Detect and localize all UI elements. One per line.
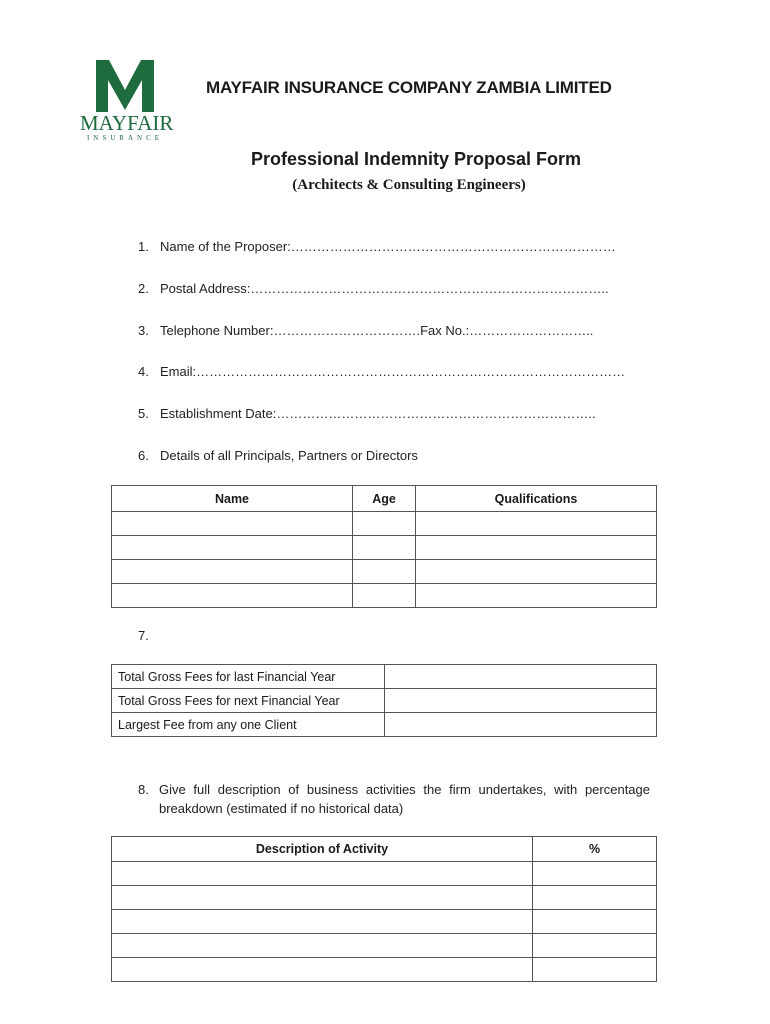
description-cell[interactable] <box>112 934 533 958</box>
question-email[interactable] <box>138 364 625 379</box>
name-cell[interactable] <box>112 584 353 608</box>
column-header-percent: % <box>533 837 657 862</box>
question-number: 5. <box>138 406 149 421</box>
column-header-description: Description of Activity <box>112 837 533 862</box>
percent-cell[interactable] <box>533 910 657 934</box>
description-cell[interactable] <box>112 958 533 982</box>
table-row <box>112 886 657 910</box>
name-cell[interactable] <box>112 560 353 584</box>
question-telephone-fax[interactable] <box>138 323 593 338</box>
table-row <box>112 560 657 584</box>
question-text: Name of the Proposer:………………………………………………………………… <box>160 239 616 254</box>
percent-cell[interactable] <box>533 862 657 886</box>
question-business-activities <box>138 780 650 818</box>
qualifications-cell[interactable] <box>416 536 657 560</box>
percent-cell[interactable] <box>533 958 657 982</box>
description-cell[interactable] <box>112 886 533 910</box>
column-header-name: Name <box>112 486 353 512</box>
qualifications-cell[interactable] <box>416 584 657 608</box>
fee-value-cell[interactable] <box>385 665 657 689</box>
fee-label: Total Gross Fees for last Financial Year <box>112 665 385 689</box>
table-row <box>112 665 657 689</box>
table-header-row <box>112 486 657 512</box>
question-number: 1. <box>138 239 149 254</box>
qualifications-cell[interactable] <box>416 560 657 584</box>
question-postal-address[interactable] <box>138 281 609 296</box>
question-proposer-name[interactable] <box>138 239 616 254</box>
fee-value-cell[interactable] <box>385 713 657 737</box>
name-cell[interactable] <box>112 536 353 560</box>
description-cell[interactable] <box>112 862 533 886</box>
fee-label: Total Gross Fees for next Financial Year <box>112 689 385 713</box>
table-row <box>112 862 657 886</box>
table-row <box>112 689 657 713</box>
table-row <box>112 512 657 536</box>
table-header-row <box>112 837 657 862</box>
table-row <box>112 713 657 737</box>
fees-table <box>111 664 657 737</box>
fee-label: Largest Fee from any one Client <box>112 713 385 737</box>
table-row <box>112 584 657 608</box>
description-cell[interactable] <box>112 910 533 934</box>
table-row <box>112 934 657 958</box>
form-title: Professional Indemnity Proposal Form <box>250 149 582 169</box>
name-cell[interactable] <box>112 512 353 536</box>
question-text: Postal Address:……………………………………………………………………….. <box>160 281 609 296</box>
form-subtitle: (Architects & Consulting Engineers) <box>292 177 526 193</box>
company-name: MAYFAIR INSURANCE COMPANY ZAMBIA LIMITED <box>206 78 612 97</box>
percent-cell[interactable] <box>533 934 657 958</box>
percent-cell[interactable] <box>533 886 657 910</box>
table-row <box>112 910 657 934</box>
age-cell[interactable] <box>353 536 416 560</box>
question-number: 4. <box>138 364 149 379</box>
column-header-qualifications: Qualifications <box>416 486 657 512</box>
qualifications-cell[interactable] <box>416 512 657 536</box>
age-cell[interactable] <box>353 512 416 536</box>
table-row <box>112 536 657 560</box>
question-text: Details of all Principals, Partners or Directors <box>160 448 418 463</box>
question-number: 2. <box>138 281 149 296</box>
fee-value-cell[interactable] <box>385 689 657 713</box>
age-cell[interactable] <box>353 560 416 584</box>
question-establishment-date[interactable] <box>138 406 596 421</box>
question-text: Telephone Number:…………………………….Fax No.:……………………….. <box>160 323 594 338</box>
question-number: 6. <box>138 448 149 463</box>
table-row <box>112 958 657 982</box>
logo-wordmark: MAYFAIR <box>80 111 174 135</box>
activities-table <box>111 836 657 982</box>
question-fees-heading <box>138 628 160 643</box>
question-number: 8. <box>138 782 149 797</box>
question-principals-heading <box>138 448 418 463</box>
column-header-age: Age <box>353 486 416 512</box>
question-text: Email:……………………………………………………………………………………… <box>160 364 626 379</box>
logo-m-mark <box>80 60 170 112</box>
question-text: Establishment Date:……………………………………………………………….. <box>160 406 596 421</box>
age-cell[interactable] <box>353 584 416 608</box>
company-logo <box>80 60 174 144</box>
question-number: 7. <box>138 628 149 643</box>
question-text: Give full description of business activities the firm undertakes, with percentage breakdown (estimated if no historical data) <box>159 782 650 816</box>
question-number: 3. <box>138 323 149 338</box>
logo-subtitle: INSURANCE <box>86 134 164 142</box>
principals-table <box>111 485 657 608</box>
